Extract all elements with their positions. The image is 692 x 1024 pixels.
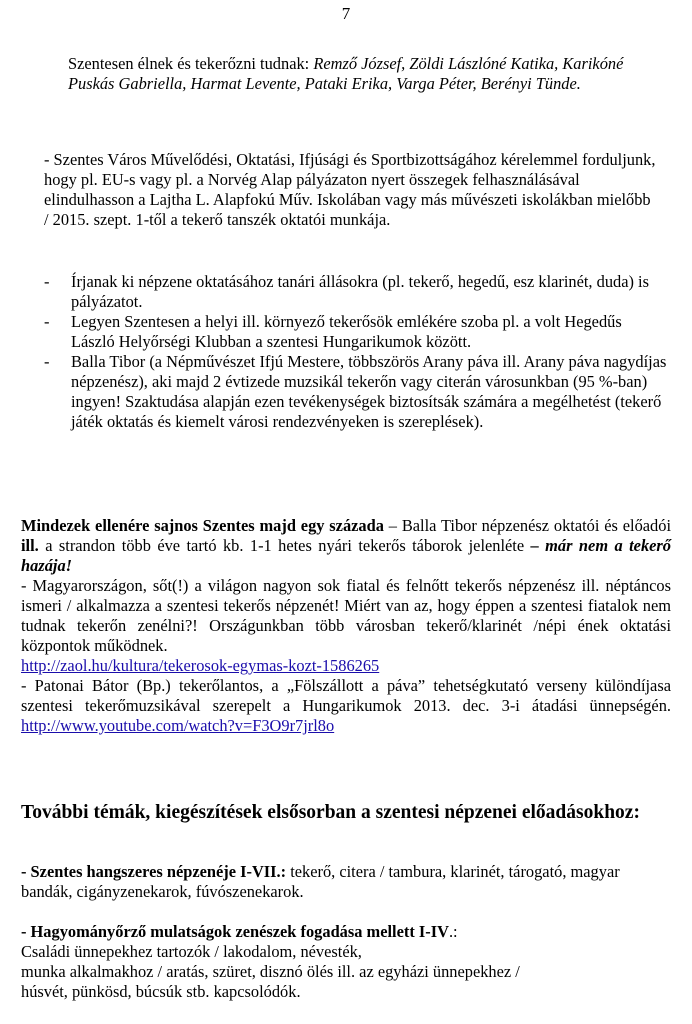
text-span: – Balla Tibor népzenész oktatói és előadói	[383, 516, 671, 535]
topic-title: - Szentes hangszeres népzenéje I-VII.:	[21, 862, 287, 881]
list-dash: -	[44, 272, 50, 291]
list-item	[44, 272, 668, 312]
page-number: 7	[341, 4, 351, 23]
text-span: - Patonai Bátor (Bp.) tekerőlantos, a „Fölszállott a páva” tehetségkutató verseny különdíjasa szentesi tekerőmuzsikával szerepelt a Hungarikumok 2013. dec. 3-i átadási ünnepségén.	[21, 676, 671, 715]
list-dash: -	[44, 312, 50, 331]
topic-text: tekerő, citera / tambura, klarinét, tárogató, magyar bandák, cigányzenekarok, fúvószenekarok.	[21, 862, 620, 901]
request-text: - Szentes Város Művelődési, Oktatási, Ifjúsági és Sportbizottságához kérelemmel forduljunk, hogy pl. EU-s vagy pl. a Norvég Alap pályázaton nyert összegek felhasználásával elindulhasson a Lajtha L. Alapfokú Műv. Iskolában vagy más művészeti iskolákban mielőbb / 2015. szept. 1-től a tekerő tanszék oktatói munkája.	[44, 150, 656, 229]
bold-end: – már nem a tekerő hazája!	[21, 536, 671, 575]
performers-names: Remző József, Zöldi Lászlóné Katika, Karikóné Puskás Gabriella, Harmat Levente, Pataki Erika, Varga Péter, Berényi Tünde.	[68, 54, 624, 93]
performers-lead: Szentesen élnek és tekerőzni tudnak:	[68, 54, 314, 73]
topic-2-line: húsvét, pünkösd, búcsúk stb. kapcsolódók.	[21, 982, 301, 1001]
list-item-text: Balla Tibor (a Népművészet Ifjú Mestere, többszörös Arany páva ill. Arany páva nagydíjas népzenész), aki majd 2 évtizede muzsikál tekerőn vagy citerán városunkban (95 %-ban) ingyen! Szaktudása alapján ezen tevékenységek biztosítsák számára a megélhetést (tekerő játék oktatás és kiemelt városi rendezvényeken is szereplések).	[71, 352, 667, 431]
topic-2-line: munka alkalmakhoz / aratás, szüret, disznó ölés ill. az egyházi ünnepekhez /	[21, 962, 520, 981]
request-paragraph	[44, 150, 659, 230]
main-section	[21, 516, 671, 736]
text-span: a strandon több éve tartó kb. 1-1 hetes nyári tekerős táborok jelenléte	[38, 536, 531, 555]
topic-2	[21, 922, 671, 942]
topics-section	[21, 862, 671, 1002]
youtube-link[interactable]: http://www.youtube.com/watch?v=F3O9r7jrl8o	[21, 716, 335, 735]
bold-lead: Mindezek ellenére sajnos Szentes majd egy százada	[21, 516, 384, 535]
zaol-link[interactable]: http://zaol.hu/kultura/tekerosok-egymas-kozt-1586265	[21, 656, 380, 675]
main-paragraph-2: - Magyarországon, sőt(!) a világon nagyon sok fiatal és felnőtt tekerős népzenész ill. néptáncos ismeri / alkalmazza a szentesi tekerős népzenét! Miért van az, hogy éppen a szentesi fiatalok nem tudnak tekerőn zenélni?! Országunkban több városban tekerő/klarinét /népi ének oktatási központok működnek.	[21, 576, 671, 655]
list-item	[44, 352, 668, 432]
list-item-text: Legyen Szentesen a helyi ill. környező tekerősök emlékére szoba pl. a volt Hegedűs László Helyőrségi Klubban a szentesi Hungarikumok között.	[71, 312, 622, 351]
list-item	[44, 312, 668, 352]
list-item-text: Írjanak ki népzene oktatásához tanári állásokra (pl. tekerő, hegedű, esz klarinét, duda) is pályázatot.	[71, 272, 649, 311]
topic-title: - Hagyományőrző mulatságok zenészek fogadása mellett I-IV	[21, 922, 449, 941]
topic-2-line: Családi ünnepekhez tartozók / lakodalom, névesték,	[21, 942, 362, 961]
main-paragraph-1	[21, 516, 671, 576]
list-dash: -	[44, 352, 50, 371]
topic-text: .:	[448, 922, 458, 941]
proposal-list	[44, 272, 668, 432]
performers-paragraph	[68, 54, 668, 94]
main-paragraph-3	[21, 676, 671, 736]
bold-span: ill.	[21, 536, 39, 555]
topic-1	[21, 862, 671, 902]
section-heading: További témák, kiegészítések elsősorban a szentesi népzenei előadásokhoz:	[21, 802, 640, 823]
